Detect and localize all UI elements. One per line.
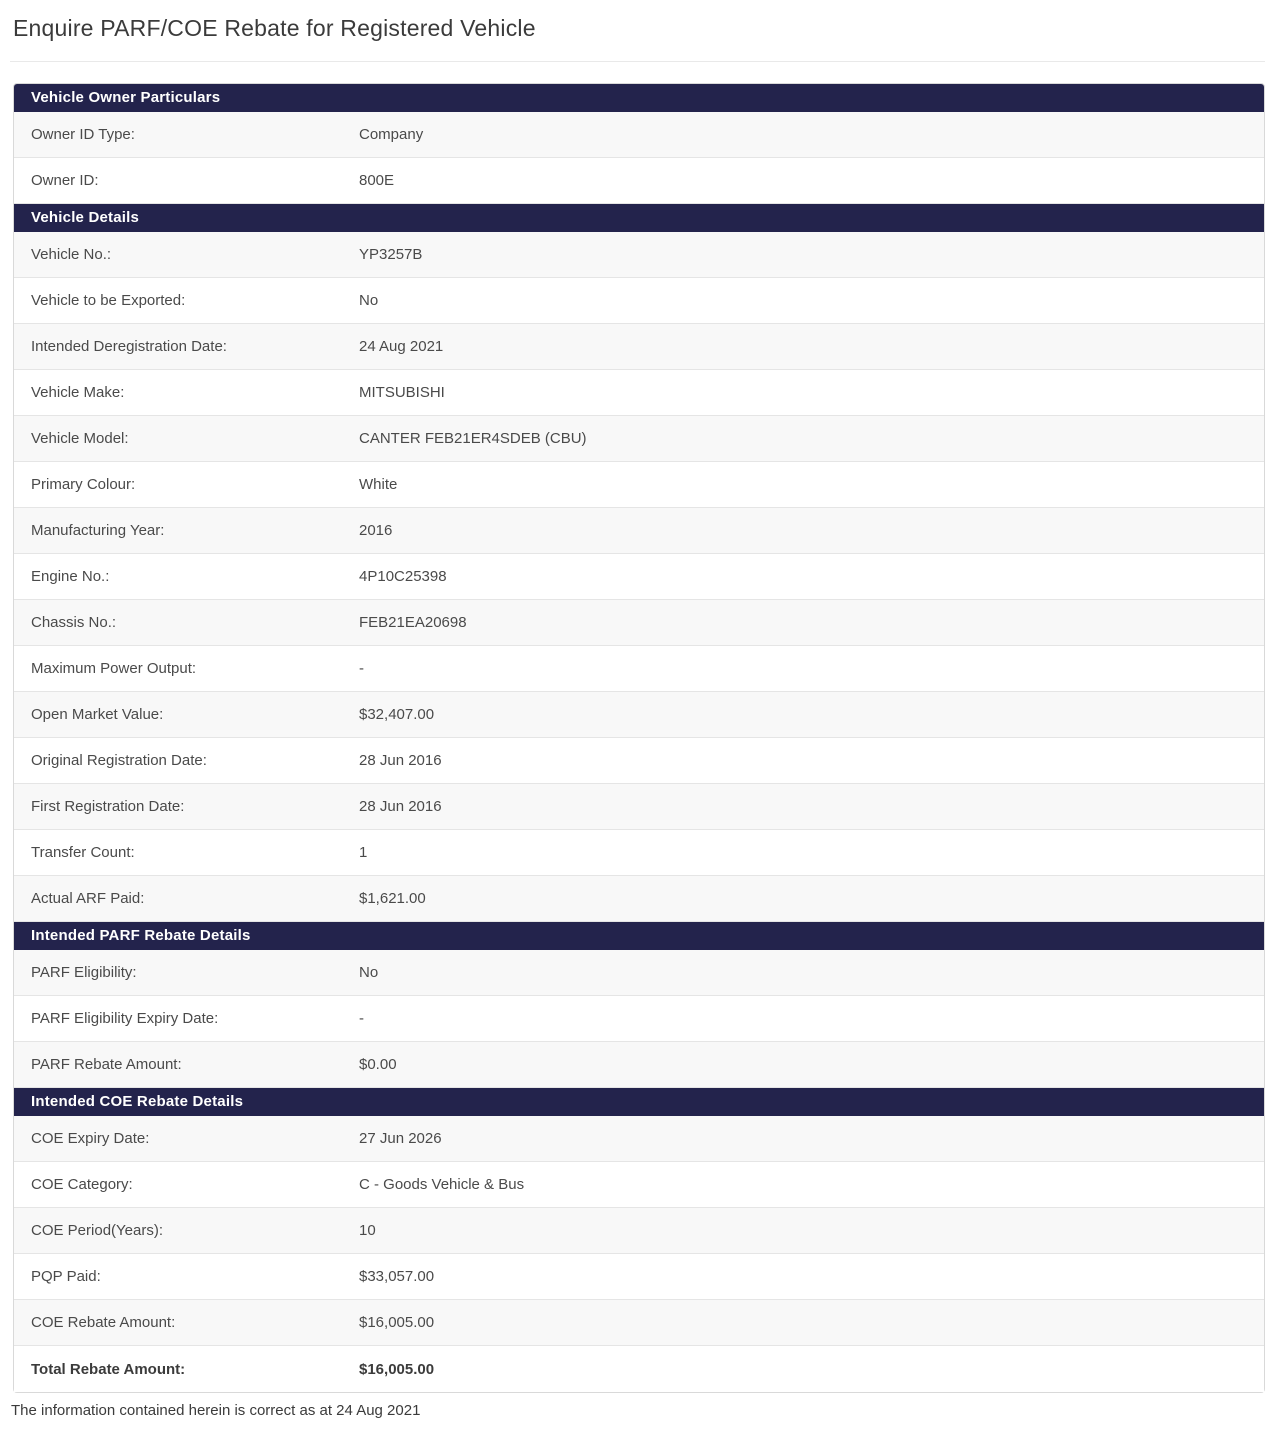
row-label: Primary Colour: xyxy=(31,476,136,493)
page-title: Enquire PARF/COE Rebate for Registered Vehicle xyxy=(13,15,536,41)
table-row-original-registration-date xyxy=(14,738,1264,784)
row-label: COE Category: xyxy=(31,1176,133,1193)
row-value: $1,621.00 xyxy=(359,890,426,907)
row-value: $32,407.00 xyxy=(359,706,435,723)
row-label: Owner ID: xyxy=(31,172,99,189)
row-label: Vehicle Model: xyxy=(31,430,129,447)
table-row-owner-id xyxy=(14,158,1264,204)
row-value: 24 Aug 2021 xyxy=(359,338,444,355)
row-value: $33,057.00 xyxy=(359,1268,435,1285)
table-row-actual-arf-paid xyxy=(14,876,1264,922)
row-label: PARF Eligibility Expiry Date: xyxy=(31,1010,219,1027)
table-row-manufacturing-year xyxy=(14,508,1264,554)
row-value: 28 Jun 2016 xyxy=(359,752,442,769)
table-row-coe-expiry-date xyxy=(14,1116,1264,1162)
row-value: No xyxy=(359,964,379,981)
row-label: First Registration Date: xyxy=(31,798,185,815)
section-header-vehicle-owner-particulars: Vehicle Owner Particulars xyxy=(14,84,1264,112)
row-value: CANTER FEB21ER4SDEB (CBU) xyxy=(359,430,587,447)
row-label: Transfer Count: xyxy=(31,844,135,861)
row-label: COE Expiry Date: xyxy=(31,1130,150,1147)
row-value: FEB21EA20698 xyxy=(359,614,467,631)
row-label: Chassis No.: xyxy=(31,614,117,631)
row-label: PARF Eligibility: xyxy=(31,964,137,981)
section-header-vehicle-details: Vehicle Details xyxy=(14,204,1264,232)
row-value: YP3257B xyxy=(359,246,423,263)
row-value: 10 xyxy=(359,1222,376,1239)
table-row-owner-id-type xyxy=(14,112,1264,158)
rebate-enquiry-result-panel xyxy=(13,83,1265,1393)
table-row-maximum-power-output xyxy=(14,646,1264,692)
row-label: Vehicle No.: xyxy=(31,246,112,263)
section-header-intended-coe-rebate-details: Intended COE Rebate Details xyxy=(14,1088,1264,1116)
row-value: 27 Jun 2026 xyxy=(359,1130,442,1147)
row-value: 2016 xyxy=(359,522,393,539)
row-value: 4P10C25398 xyxy=(359,568,447,585)
table-row-pqp-paid xyxy=(14,1254,1264,1300)
table-row-primary-colour xyxy=(14,462,1264,508)
row-label: Open Market Value: xyxy=(31,706,164,723)
row-label: Maximum Power Output: xyxy=(31,660,197,677)
row-label: Manufacturing Year: xyxy=(31,522,165,539)
row-label: Owner ID Type: xyxy=(31,126,135,143)
row-label: PQP Paid: xyxy=(31,1268,101,1285)
row-label: COE Period(Years): xyxy=(31,1222,163,1239)
row-value: No xyxy=(359,292,379,309)
table-row-coe-rebate-amount xyxy=(14,1300,1264,1346)
row-value: MITSUBISHI xyxy=(359,384,445,401)
row-label: PARF Rebate Amount: xyxy=(31,1056,182,1073)
row-value: 800E xyxy=(359,172,395,189)
table-row-vehicle-model xyxy=(14,416,1264,462)
row-value: Company xyxy=(359,126,424,143)
table-row-coe-period-years xyxy=(14,1208,1264,1254)
table-row-vehicle-to-be-exported xyxy=(14,278,1264,324)
row-label: Actual ARF Paid: xyxy=(31,890,145,907)
table-row-coe-category xyxy=(14,1162,1264,1208)
row-value: - xyxy=(359,660,364,677)
table-row-open-market-value xyxy=(14,692,1264,738)
row-label: Vehicle Make: xyxy=(31,384,125,401)
table-row-vehicle-no xyxy=(14,232,1264,278)
title-divider xyxy=(10,61,1265,62)
table-row-transfer-count xyxy=(14,830,1264,876)
table-row-parf-eligibility xyxy=(14,950,1264,996)
row-label: Engine No.: xyxy=(31,568,110,585)
row-value: $16,005.00 xyxy=(359,1314,435,1331)
row-value: C - Goods Vehicle & Bus xyxy=(359,1176,525,1193)
row-label: Original Registration Date: xyxy=(31,752,207,769)
table-row-parf-rebate-amount xyxy=(14,1042,1264,1088)
table-row-vehicle-make xyxy=(14,370,1264,416)
table-row-engine-no xyxy=(14,554,1264,600)
table-row-parf-eligibility-expiry-date xyxy=(14,996,1264,1042)
row-value: $0.00 xyxy=(359,1056,397,1073)
section-header-intended-parf-rebate-details: Intended PARF Rebate Details xyxy=(14,922,1264,950)
footer-note: The information contained herein is correct as at 24 Aug 2021 xyxy=(11,1402,421,1419)
table-row-chassis-no xyxy=(14,600,1264,646)
table-row-total-rebate-amount xyxy=(14,1346,1264,1392)
row-label: Total Rebate Amount: xyxy=(31,1360,186,1378)
row-value: 1 xyxy=(359,844,368,861)
row-label: Intended Deregistration Date: xyxy=(31,338,227,355)
row-value: $16,005.00 xyxy=(359,1360,435,1378)
table-row-intended-deregistration-date xyxy=(14,324,1264,370)
table-row-first-registration-date xyxy=(14,784,1264,830)
row-label: Vehicle to be Exported: xyxy=(31,292,186,309)
row-label: COE Rebate Amount: xyxy=(31,1314,176,1331)
row-value: - xyxy=(359,1010,364,1027)
row-value: 28 Jun 2016 xyxy=(359,798,442,815)
row-value: White xyxy=(359,476,398,493)
